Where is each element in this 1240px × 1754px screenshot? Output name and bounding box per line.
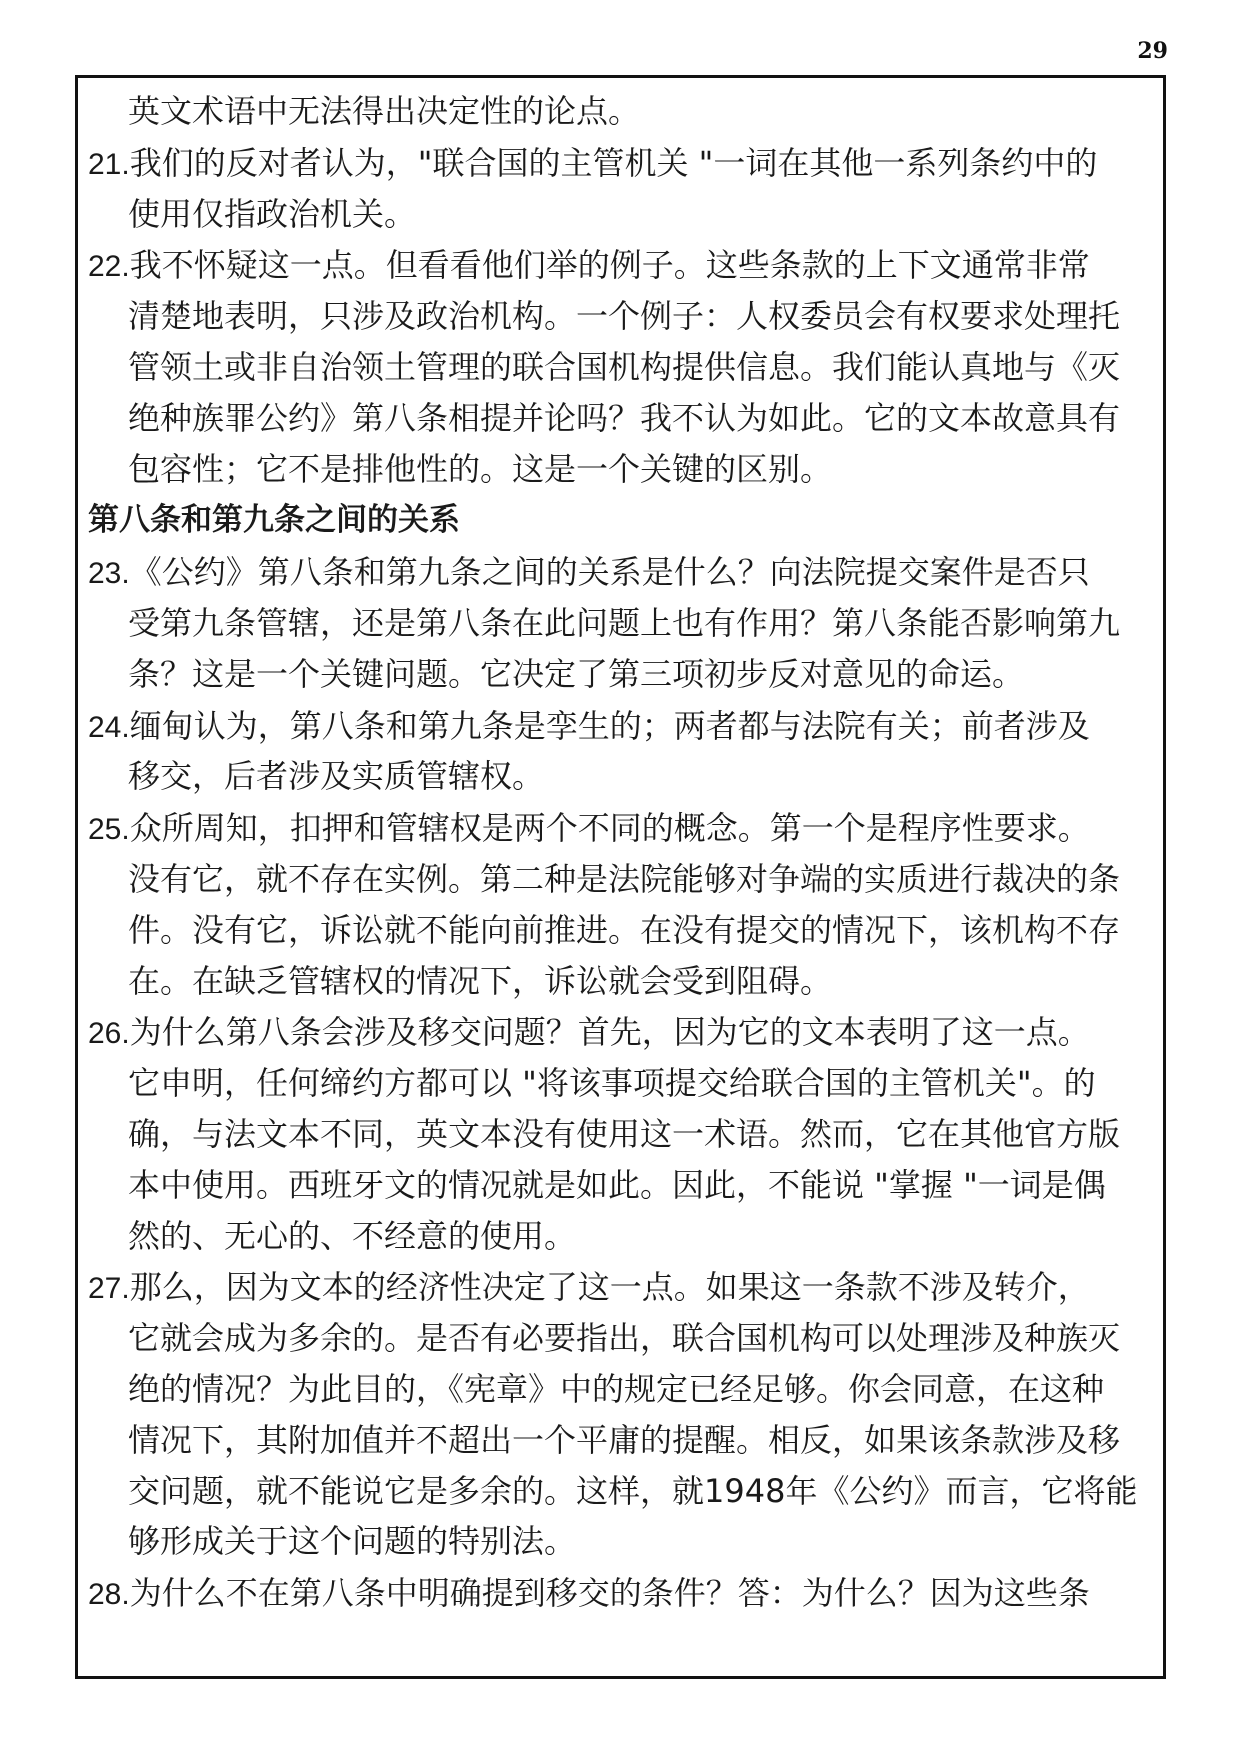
paragraph-line — [88, 1568, 1153, 1619]
paragraph-line — [88, 854, 1153, 905]
paragraph-line — [88, 547, 1153, 598]
line-text: 管领土或非自治领土管理的联合国机构提供信息。我们能认真地与《灭 — [128, 347, 1121, 386]
line-text: 清楚地表明，只涉及政治机构。一个例子：人权委员会有权要求处理托 — [128, 297, 1121, 336]
line-text: 为什么不在第八条中明确提到移交的条件？答：为什么？因为这些条 — [129, 1574, 1090, 1613]
line-text: 为什么第八条会涉及移交问题？首先，因为它的文本表明了这一点。 — [129, 1013, 1090, 1052]
line-text: 移交，后者涉及实质管辖权。 — [128, 757, 545, 796]
paragraph-number: 26. — [88, 1017, 130, 1051]
line-text: 绝的情况？为此目的，《宪章》中的规定已经足够。你会同意，在这种 — [128, 1369, 1105, 1408]
paragraph-number: 28. — [88, 1578, 130, 1612]
line-text: 众所周知，扣押和管辖权是两个不同的概念。第一个是程序性要求。 — [129, 809, 1090, 848]
paragraph-line — [88, 649, 1153, 700]
paragraph-line — [88, 393, 1153, 444]
line-text: 它申明，任何缔约方都可以 "将该事项提交给联合国的主管机关"。的 — [128, 1064, 1096, 1103]
section-heading — [88, 495, 1153, 546]
line-text: 它就会成为多余的。是否有必要指出，联合国机构可以处理涉及种族灭 — [128, 1319, 1121, 1358]
paragraph-line — [88, 701, 1153, 752]
paragraph-number: 23. — [88, 557, 130, 591]
line-text: 在。在缺乏管辖权的情况下，诉讼就会受到阻碍。 — [128, 961, 833, 1000]
paragraph-line — [88, 1313, 1153, 1364]
text-frame — [75, 75, 1166, 1679]
paragraph-line — [88, 240, 1153, 291]
line-text: 包容性；它不是排他性的。这是一个关键的区别。 — [128, 449, 833, 488]
paragraph-number: 21. — [88, 147, 130, 181]
paragraph-line — [88, 1058, 1153, 1109]
paragraph-number: 22. — [88, 250, 130, 284]
paragraph-line — [88, 86, 1153, 137]
paragraph-line — [88, 342, 1153, 393]
line-text: 绝种族罪公约》第八条相提并论吗？我不认为如此。它的文本故意具有 — [128, 398, 1121, 437]
line-text: 受第九条管辖，还是第八条在此问题上也有作用？第八条能否影响第九 — [128, 603, 1121, 642]
paragraph-number: 24. — [88, 710, 130, 744]
paragraph-line — [88, 1007, 1153, 1058]
line-text: 没有它，就不存在实例。第二种是法院能够对争端的实质进行裁决的条 — [128, 859, 1121, 898]
paragraph-line — [88, 291, 1153, 342]
line-text: 然的、无心的、不经意的使用。 — [128, 1216, 577, 1255]
paragraph-line — [88, 803, 1153, 854]
paragraph-line — [88, 751, 1153, 802]
line-text: 《公约》第八条和第九条之间的关系是什么？向法院提交案件是否只 — [129, 553, 1090, 592]
paragraph-line — [88, 1516, 1153, 1567]
line-text: 交问题，就不能说它是多余的。这样，就1948年《公约》而言，它将能 — [128, 1471, 1138, 1510]
paragraph-line — [88, 956, 1153, 1007]
paragraph-line — [88, 1466, 1153, 1517]
line-text: 英文术语中无法得出决定性的论点。 — [128, 92, 641, 130]
line-text: 本中使用。西班牙文的情况就是如此。因此，不能说 "掌握 "一词是偶 — [128, 1165, 1106, 1204]
paragraph-number: 27. — [88, 1272, 130, 1306]
heading-text: 第八条和第九条之间的关系 — [88, 502, 460, 539]
line-text: 确，与法文本不同，英文本没有使用这一术语。然而，它在其他官方版 — [128, 1114, 1121, 1153]
line-text: 情况下，其附加值并不超出一个平庸的提醒。相反，如果该条款涉及移 — [128, 1420, 1121, 1459]
line-text: 条？这是一个关键问题。它决定了第三项初步反对意见的命运。 — [128, 654, 1025, 693]
line-text: 我们的反对者认为，"联合国的主管机关 "一词在其他一系列条约中的 — [129, 143, 1098, 182]
paragraph-line — [88, 598, 1153, 649]
paragraph-line — [88, 189, 1153, 240]
paragraph-line — [88, 1364, 1153, 1415]
line-text: 使用仅指政治机关。 — [128, 194, 417, 233]
paragraph-line — [88, 1262, 1153, 1313]
paragraph-line — [88, 1160, 1153, 1211]
line-text: 我不怀疑这一点。但看看他们举的例子。这些条款的上下文通常非常 — [129, 246, 1090, 285]
paragraph-line — [88, 138, 1153, 189]
paragraph-line — [88, 1415, 1153, 1466]
paragraph-line — [88, 905, 1153, 956]
paragraph-line — [88, 444, 1153, 495]
page-number: 29 — [1137, 38, 1168, 64]
paragraph-line — [88, 1211, 1153, 1262]
line-text: 件。没有它，诉讼就不能向前推进。在没有提交的情况下，该机构不存 — [128, 910, 1121, 949]
paragraph-line — [88, 1109, 1153, 1160]
line-text: 够形成关于这个问题的特别法。 — [128, 1522, 577, 1561]
paragraph-number: 25. — [88, 813, 130, 847]
line-text: 缅甸认为，第八条和第九条是孪生的；两者都与法院有关；前者涉及 — [129, 706, 1090, 745]
line-text: 那么，因为文本的经济性决定了这一点。如果这一条款不涉及转介， — [129, 1268, 1090, 1307]
